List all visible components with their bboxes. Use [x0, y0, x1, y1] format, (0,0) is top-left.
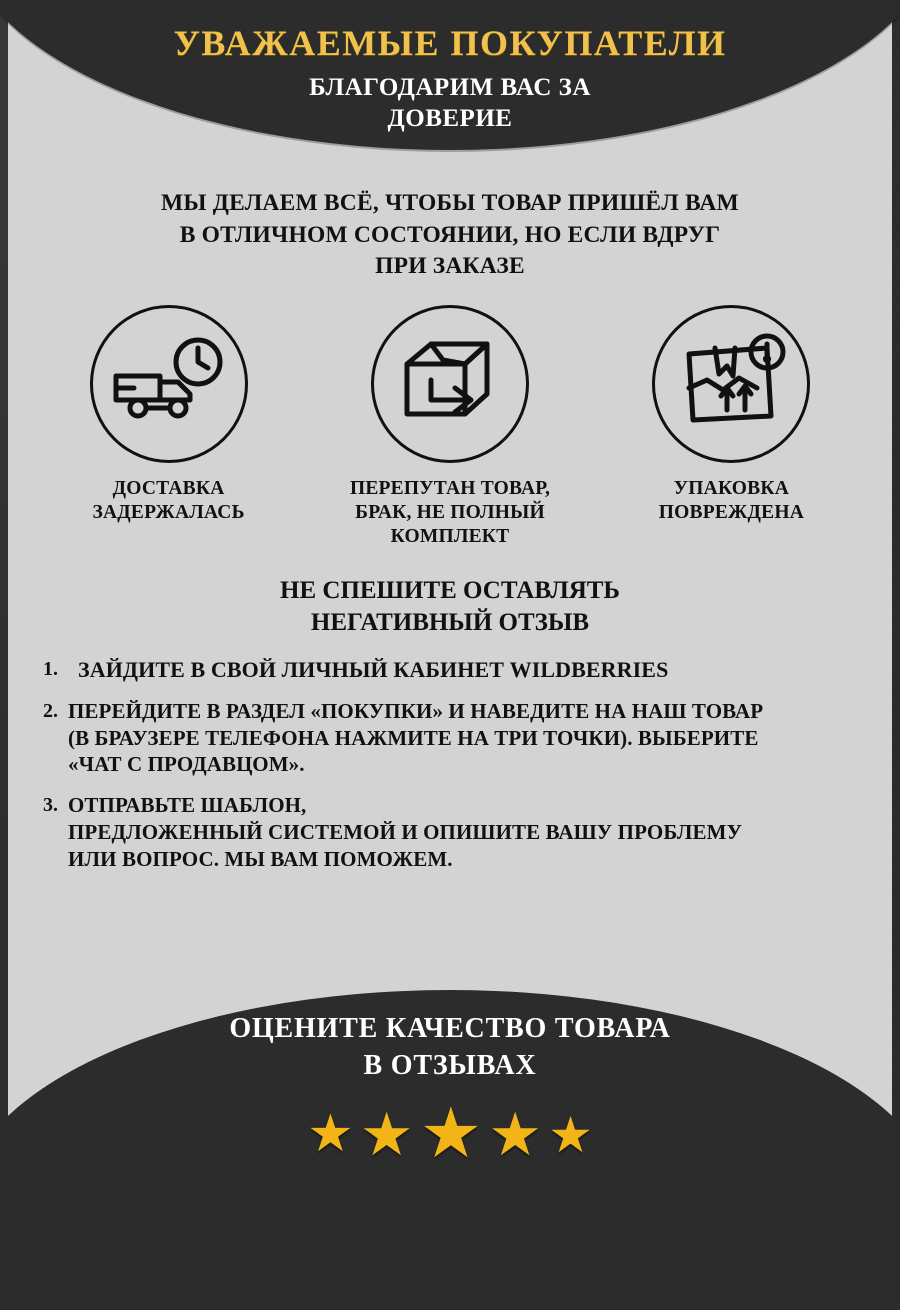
lead-line-3: ПРИ ЗАКАЗЕ — [375, 253, 525, 280]
star-icon[interactable]: ★ — [419, 1096, 483, 1173]
step-line: ПРЕДЛОЖЕННЫЙ СИСТЕМОЙ И ОПИШИТЕ ВАШУ ПРОБЛЕМУ — [68, 820, 743, 845]
lead-line-2: В ОТЛИЧНОМ СОСТОЯНИИ, НО ЕСЛИ ВДРУГ — [179, 221, 721, 248]
footer-title-line2: В ОТЗЫВАХ — [363, 1049, 537, 1081]
step-line: (В БРАУЗЕРЕ ТЕЛЕФОНА НАЖМИТЕ НА ТРИ ТОЧКИ). ВЫБЕРИТЕ — [68, 725, 759, 750]
caption-line: ПЕРЕПУТАН ТОВАР, — [349, 478, 551, 500]
icons-row — [30, 305, 870, 548]
caption-line: БРАК, НЕ ПОЛНЫЙ — [355, 501, 545, 523]
main-content — [30, 188, 870, 887]
icon-item-damaged-package — [611, 305, 852, 525]
step-number: 3. — [43, 794, 58, 817]
step-line: ИЛИ ВОПРОС. МЫ ВАМ ПОМОЖЕМ. — [68, 847, 453, 872]
steps-list — [30, 656, 870, 873]
icon-caption-wrong-goods — [350, 477, 550, 548]
caption-line: ДОСТАВКА — [112, 478, 225, 500]
lead-paragraph — [30, 188, 870, 283]
box-return-arrow-icon — [371, 305, 529, 463]
header-subtitle — [0, 72, 900, 135]
star-icon[interactable]: ★ — [548, 1107, 593, 1163]
list-item — [30, 792, 870, 873]
icon-item-delivery-delayed — [48, 305, 289, 525]
step-number: 2. — [43, 699, 58, 722]
header — [0, 22, 900, 135]
caption-line: КОМПЛЕКТ — [390, 525, 510, 547]
step-line: «ЧАТ С ПРОДАВЦОМ». — [68, 752, 305, 777]
footer — [0, 1011, 900, 1173]
step-text — [68, 698, 763, 779]
lead-line-1: МЫ ДЕЛАЕМ ВСЁ, ЧТОБЫ ТОВАР ПРИШЁЛ ВАМ — [161, 190, 739, 216]
caption-line: УПАКОВКА — [673, 478, 790, 500]
step-line: ЗАЙДИТЕ В СВОЙ ЛИЧНЫЙ КАБИНЕТ WILDBERRIES — [78, 656, 669, 682]
call-to-action-line2: НЕГАТИВНЫЙ ОТЗЫВ — [310, 609, 590, 636]
icon-item-wrong-goods — [329, 305, 570, 548]
star-icon[interactable]: ★ — [488, 1102, 543, 1168]
icon-caption-damaged-package — [659, 477, 804, 525]
icon-caption-delivery-delayed — [92, 477, 244, 525]
call-to-action-line1: НЕ СПЕШИТЕ ОСТАВЛЯТЬ — [280, 576, 620, 604]
truck-clock-icon — [90, 305, 248, 463]
caption-line: ПОВРЕЖДЕНА — [658, 501, 805, 523]
caption-line: ЗАДЕРЖАЛАСЬ — [92, 501, 245, 523]
footer-title-line1: ОЦЕНИТЕ КАЧЕСТВО ТОВАРА — [229, 1013, 671, 1045]
list-item — [30, 698, 870, 779]
header-subtitle-line1: БЛАГОДАРИМ ВАС ЗА — [309, 74, 591, 101]
page-title: УВАЖАЕМЫЕ ПОКУПАТЕЛИ — [173, 23, 727, 63]
star-icon[interactable]: ★ — [307, 1106, 354, 1163]
star-icon[interactable]: ★ — [359, 1102, 414, 1168]
header-subtitle-line2: ДОВЕРИЕ — [387, 105, 513, 133]
step-line: ПЕРЕЙДИТЕ В РАЗДЕЛ «ПОКУПКИ» И НАВЕДИТЕ НА НАШ ТОВАР — [68, 698, 764, 723]
footer-title — [0, 1011, 900, 1084]
rating-stars[interactable] — [0, 1096, 900, 1173]
list-item — [30, 656, 870, 684]
step-line: ОТПРАВЬТЕ ШАБЛОН, — [68, 793, 307, 818]
step-number: 1. — [43, 657, 58, 680]
damaged-package-icon — [652, 305, 810, 463]
call-to-action — [30, 575, 870, 640]
step-text — [68, 656, 668, 684]
step-text — [68, 792, 742, 873]
